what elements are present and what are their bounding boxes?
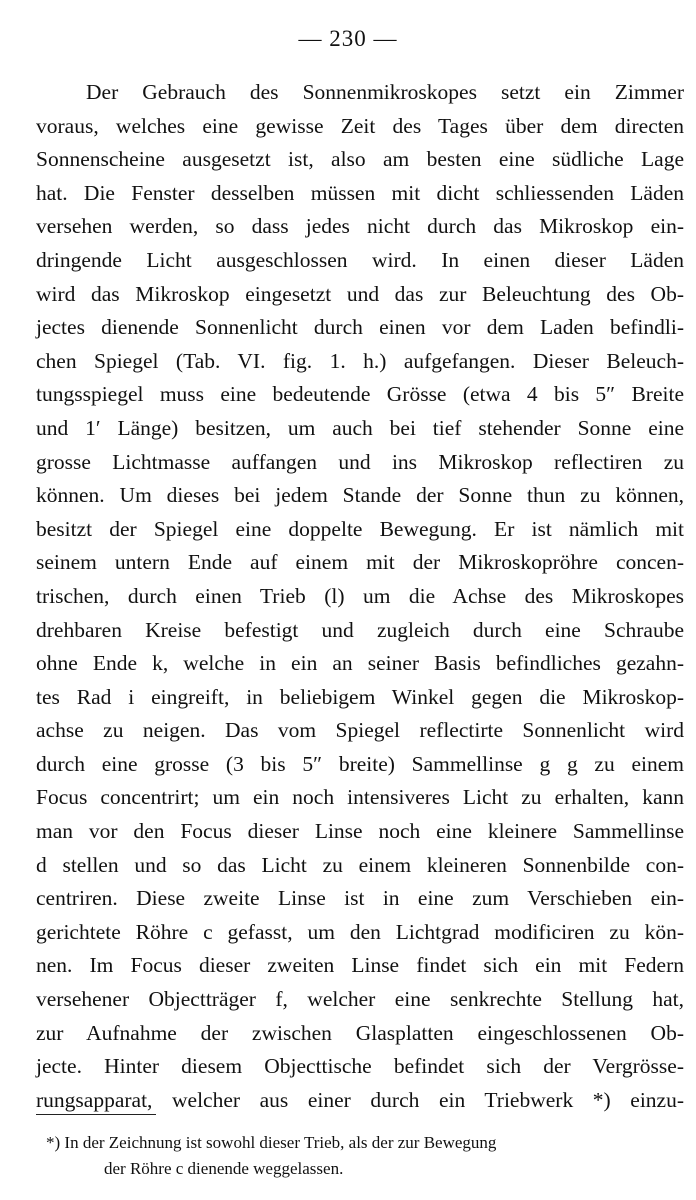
- text-line: durch eine grosse (3 bis 5″ breite) Sammellinse g g zu einem: [36, 751, 684, 776]
- text-line: hat. Die Fenster desselben müssen mit dicht schliessenden Läden: [36, 180, 684, 205]
- text-line: voraus, welches eine gewisse Zeit des Tages über dem directen: [36, 113, 684, 138]
- text-line: centriren. Diese zweite Linse ist in eine zum Verschieben ein-: [36, 886, 684, 911]
- footnote-continuation: der Röhre c dienende weggelassen.: [104, 1159, 344, 1178]
- text-line: Der Gebrauch des Sonnenmikroskopes setzt ein Zimmer: [86, 80, 684, 104]
- footnote-marker: *): [46, 1133, 61, 1152]
- text-line: dringende Licht ausgeschlossen wird. In einen dieser Läden: [36, 247, 684, 272]
- text-line: gerichtete Röhre c gefasst, um den Lichtgrad modificiren zu kön-: [36, 919, 684, 944]
- text-line: nen. Im Focus dieser zweiten Linse findet sich ein mit Federn: [36, 953, 684, 978]
- page-number: — 230 —: [298, 26, 398, 51]
- text-line: versehener Objectträger f, welcher eine senkrechte Stellung hat,: [36, 987, 684, 1012]
- text-line: chen Spiegel (Tab. VI. fig. 1. h.) aufgefangen. Dieser Beleuch-: [36, 348, 684, 373]
- text-line: trischen, durch einen Trieb (l) um die Achse des Mikroskopes: [36, 583, 684, 608]
- text-line: können. Um dieses bei jedem Stande der Sonne thun zu können,: [36, 483, 684, 508]
- text-line: Focus concentrirt; um ein noch intensiveres Licht zu erhalten, kann: [36, 785, 684, 810]
- text-line: rungsapparat, welcher aus einer durch ein Triebwerk *) einzu-: [36, 1087, 684, 1112]
- text-line: besitzt der Spiegel eine doppelte Bewegung. Er ist nämlich mit: [36, 516, 684, 541]
- text-line: Sonnenscheine ausgesetzt ist, also am besten eine südliche Lage: [36, 147, 684, 172]
- text-line: man vor den Focus dieser Linse noch eine kleinere Sammellinse: [36, 819, 684, 844]
- footnote: [46, 1130, 684, 1182]
- footnote-text: In der Zeichnung ist sowohl dieser Trieb, als der zur Bewegung: [64, 1133, 497, 1152]
- text-line: tungsspiegel muss eine bedeutende Grösse (etwa 4 bis 5″ Breite: [36, 382, 684, 407]
- text-line: jecte. Hinter diesem Objecttische befindet sich der Vergrösse-: [36, 1054, 684, 1079]
- text-line: grosse Lichtmasse auffangen und ins Mikroskop reflectiren zu: [36, 449, 684, 474]
- text-line: tes Rad i eingreift, in beliebigem Winkel gegen die Mikroskop-: [36, 684, 684, 709]
- text-line: versehen werden, so dass jedes nicht durch das Mikroskop ein-: [36, 214, 684, 239]
- text-line: jectes dienende Sonnenlicht durch einen vor dem Laden befindli-: [36, 315, 684, 340]
- text-line: ohne Ende k, welche in ein an seiner Basis befindliches gezahn-: [36, 651, 684, 676]
- text-line: und 1′ Länge) besitzen, um auch bei tief stehender Sonne eine: [36, 415, 684, 440]
- text-line: zur Aufnahme der zwischen Glasplatten eingeschlossenen Ob-: [36, 1020, 684, 1045]
- body-paragraph: [36, 76, 684, 1117]
- text-line: drehbaren Kreise befestigt und zugleich durch eine Schraube: [36, 617, 684, 642]
- text-line: d stellen und so das Licht zu einem kleineren Sonnenbilde con-: [36, 852, 684, 877]
- text-line: achse zu neigen. Das vom Spiegel reflectirte Sonnenlicht wird: [36, 718, 684, 743]
- text-line: seinem untern Ende auf einem mit der Mikroskopröhre concen-: [36, 550, 684, 575]
- text-line: wird das Mikroskop eingesetzt und das zur Beleuchtung des Ob-: [36, 281, 684, 306]
- footnote-first-line: [46, 1130, 684, 1156]
- footnote-divider: [36, 1114, 156, 1115]
